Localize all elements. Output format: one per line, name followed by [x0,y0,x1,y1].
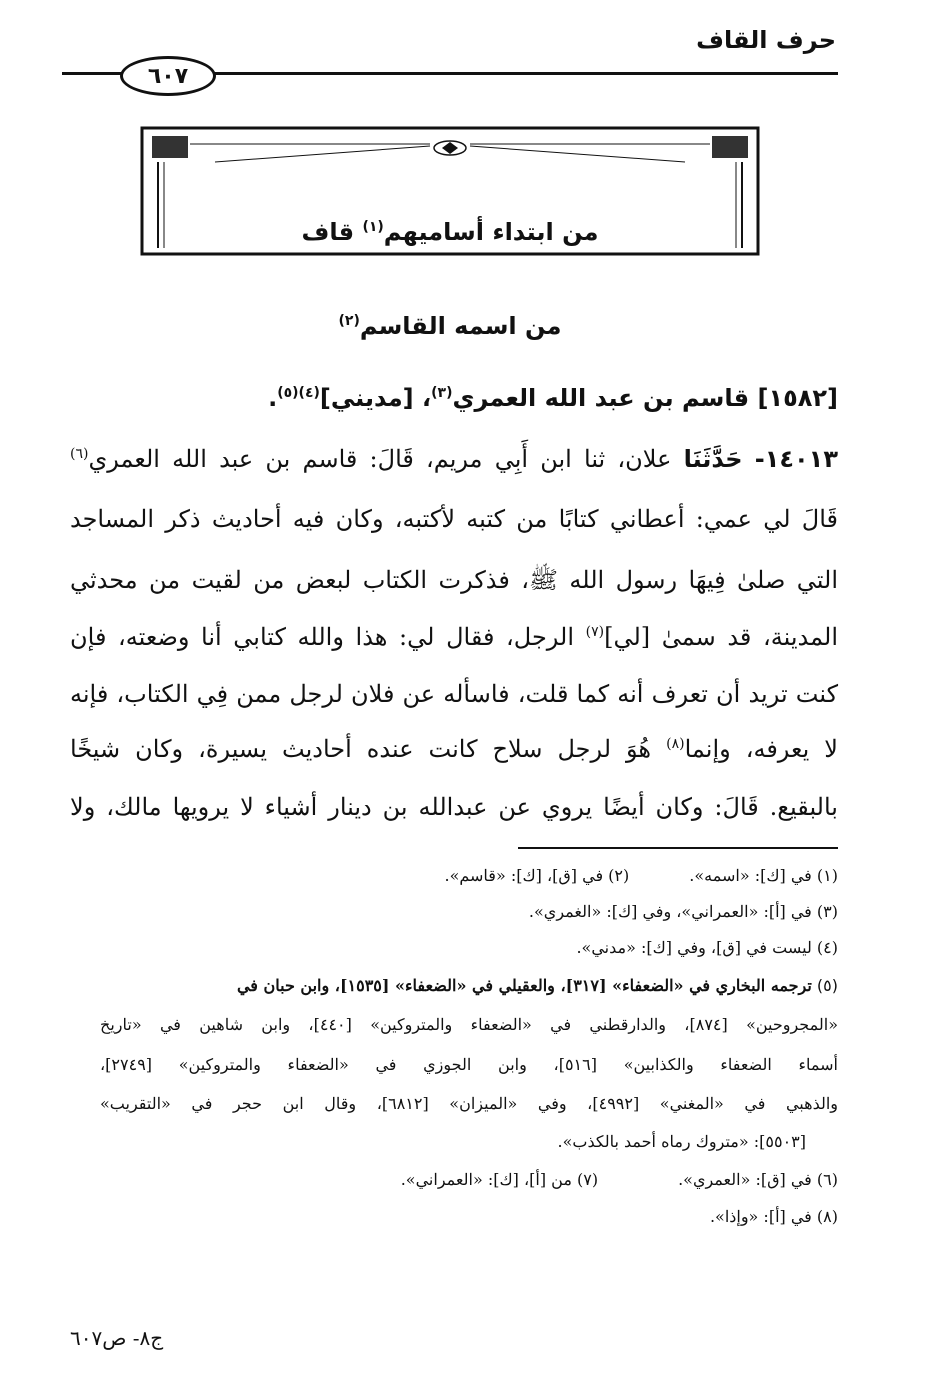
entry-number: [١٥٨٢] [757,384,838,412]
page-number: ٦٠٧ [147,63,189,89]
body-line-6 [70,735,838,763]
entry-name: قاسم بن عبد الله العمري [452,384,750,412]
right-corner-ornament [712,136,748,158]
hadith-number: ١٤٠١٣- [754,445,838,473]
left-corner-ornament [152,136,188,158]
chapter-note-mark: (١) [362,219,384,235]
footnote-rule [518,847,838,849]
body-line-4b: الرجل، فقال لي: هذا والله كتابي أنا وضعته، فإن [70,623,575,651]
footnote-2: (٢) في [ق]، [ك]: «قاسم». [444,866,630,885]
body-line-2: قَالَ لي عمي: أعطاني كتابًا من كتبه لأكتبه، وكان فيه أحاديث ذكر المساجد [70,505,838,533]
footnote-8: (٨) في [أ]: «وإذا». [709,1207,838,1226]
volume-page-reference: ج٨- ص٦٠٧ [70,1326,164,1350]
running-title: حرف القاف [696,26,836,54]
body-line-7: بالبقيع. قَالَ: وكان أيضًا يروي عن عبدالله بن دينار أشياء لا يرويها مالك، ولا [70,793,838,821]
body-line-6b: هُوَ لرجل سلاح كانت عنده أحاديث يسيرة، وكان شيخًا [70,735,652,763]
entry-tag: [مديني] [319,384,414,412]
page-number-oval [120,56,216,96]
entry-separator: ، [422,384,432,412]
footnote-5-line-4: والذهبي في «المغني» [٤٩٩٢]، وفي «الميزان» [٦٨١٢]، وقال ابن حجر في «التقريب» [100,1094,839,1113]
entry-heading [78,384,838,412]
footnote-1: (١) في [ك]: «اسمه». [689,866,838,885]
footnote-3: (٣) في [أ]: «العمراني»، وفي [ك]: «الغمري». [528,902,838,921]
entry-note-mark-1: (٣) [431,385,453,401]
body-line-5: كنت تريد أن تعرف أنه كما قلت، فاسأله عن فلان لرجل ممن فِي الكتاب، فإنه [70,680,838,708]
footnote-row-1-2 [68,862,838,890]
footnote-7: (٧) من [أ]، [ك]: «العمراني». [400,1170,599,1189]
footnote-5-text-1: ترجمه البخاري في «الضعفاء» [٣١٧]، والعقيلي في «الضعفاء» [١٥٣٥]، وابن حبان في [236,976,812,995]
chapter-title [140,218,760,246]
footnote-row-6-7 [68,1166,838,1194]
body-line-4a: المدينة، قد سمىٰ [لي] [604,623,838,651]
footnote-5-line-1 [68,972,838,1000]
footnote-5-number: (٥) [816,976,838,995]
body-line-6a: لا يعرفه، وإنما [684,735,838,763]
footnote-5-line-3: أسماء الضعفاء والكذابين» [٥١٦]، وابن الجوزي في «الضعفاء والمتروكين» [٢٧٤٩]، [100,1055,838,1074]
haddathana-word: حَدَّثَنَا [683,445,743,473]
footnote-5-line-5: [٥٥٠٣]: «متروك رماه أحمد بالكذب». [557,1132,806,1151]
entry-note-mark-2: (٤)(٥) [277,385,320,401]
entry-end: . [268,384,278,412]
footnote-5-line-2: «المجروحين» [٨٧٤]، والدارقطني في «الضعفاء والمتروكين» [٤٤٠]، وابن شاهين في «تاريخ [100,1015,838,1034]
body-note-mark-6: (٦) [70,446,89,462]
body-line-3: التي صلىٰ فِيهَا رسول الله ﷺ، فذكرت الكتاب لبعض من لقيت من محدثي [70,566,838,594]
section-title-text: من اسمه القاسم [359,312,562,340]
chapter-letter: قاف [301,218,355,246]
body-line-1-text: علان، ثنا ابن أَبِي مريم، قَالَ: قاسم بن عبد الله العمري [88,445,672,473]
footnote-4: (٤) ليست في [ق]، وفي [ك]: «مدني». [576,938,838,957]
body-note-mark-7: (٧) [585,624,605,640]
section-title [140,312,760,340]
body-line-1 [70,445,838,473]
chapter-title-text: من ابتداء أساميهم [383,218,599,246]
body-line-4 [70,623,838,651]
body-note-mark-8: (٨) [666,736,685,752]
section-note-mark: (٢) [338,313,360,329]
footnote-6: (٦) في [ق]: «العمري». [678,1170,838,1189]
